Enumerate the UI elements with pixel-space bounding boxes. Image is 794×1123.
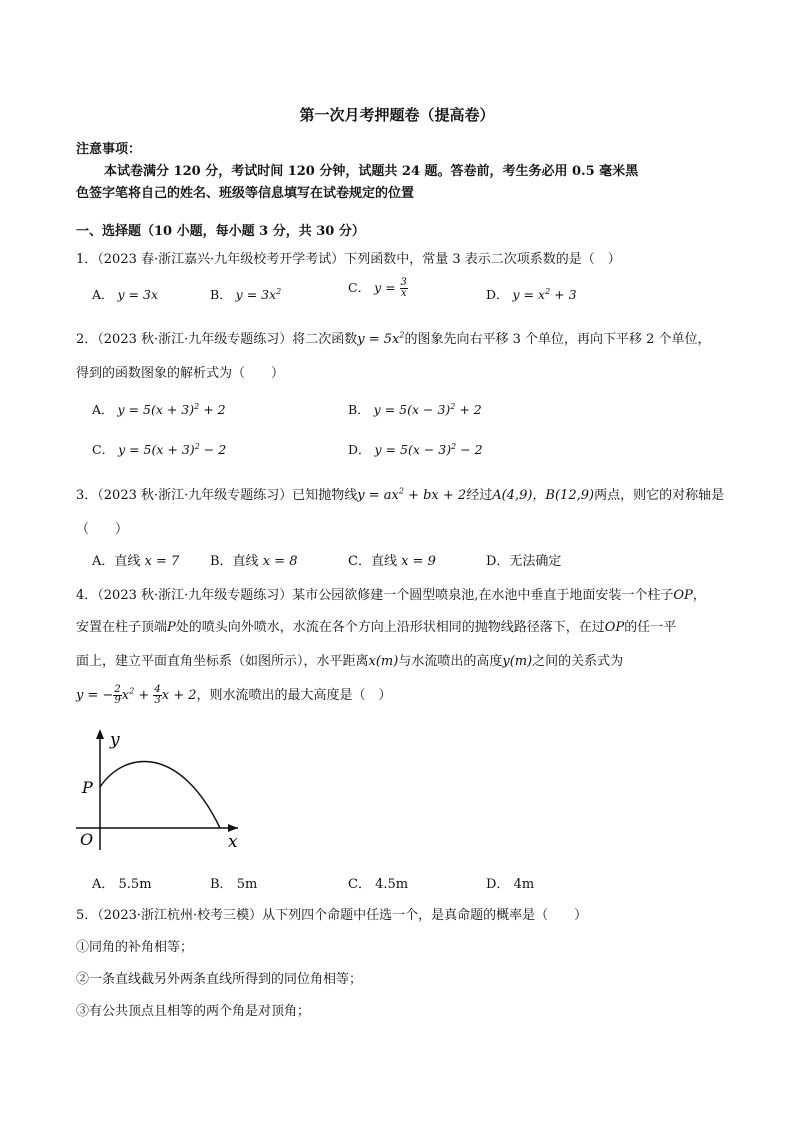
option-letter: B． — [210, 877, 233, 892]
page-title: 第一次月考押题卷（提高卷） — [299, 106, 495, 124]
q2-option-a-formula: $y = 5(x + 3)^2 + 2$ — [117, 401, 226, 417]
q4-option-d-value: 4m — [513, 877, 535, 892]
question-5-stem: 5．（2023·浙江杭州·校考三模）从下列四个命题中任选一个，是真命题的概率是（ ） — [76, 908, 588, 923]
q2-option-d-formula: $y = 5(x - 3)^2 - 2$ — [374, 441, 483, 457]
q1-option-c — [348, 278, 408, 299]
section-heading: 一、选择题（10 小题，每小题 3 分，共 30 分） — [76, 224, 365, 239]
q4-xm: x(m) — [368, 654, 399, 669]
q3-stem-mid: 经过 — [466, 488, 493, 503]
option-text: C．直线 — [348, 554, 397, 569]
q2-function: $y = 5x^2$ — [357, 330, 405, 347]
origin-label: O — [80, 830, 94, 849]
q4-option-d — [486, 873, 534, 892]
q4-line3-pre: 面上，建立平面直角坐标系（如图所示），水平距离 — [76, 654, 369, 669]
q4-line1-pre: 4．（2023 秋·浙江·九年级专题练习）某市公园欲修建一个圆型喷泉池,在水池中垂直于地面安装一个柱子 — [76, 588, 674, 603]
q4-option-a — [92, 873, 152, 892]
q2-option-a — [92, 400, 226, 418]
q1-option-a — [92, 285, 158, 303]
x-axis-label: x — [228, 832, 238, 852]
q2-option-d — [348, 440, 483, 458]
option-letter: D． — [486, 877, 510, 892]
q3-option-c — [348, 550, 436, 569]
y-axis-label: y — [110, 730, 120, 750]
q1-option-d-formula: $y = x^2 + 3$ — [512, 286, 577, 302]
q4-line3-mid: 与水流喷出的高度 — [398, 654, 503, 669]
notice-line-1: 本试卷满分 120 分，考试时间 120 分钟，试题共 24 题。答卷前，考生务必用 0.5 毫米黑 — [104, 164, 639, 179]
question-4-line-2 — [76, 616, 676, 635]
q3-option-a — [92, 550, 179, 569]
option-letter: A． — [92, 877, 115, 892]
question-4-line-3 — [76, 650, 623, 669]
q2-option-c — [92, 440, 226, 458]
q4-line2-mid: 处的喷头向外喷水，水流在各个方向上沿形状相同的抛物线路径落下，在过 — [175, 620, 605, 635]
option-text: A．直线 — [92, 554, 141, 569]
question-4-line-4 — [76, 684, 392, 706]
option-letter: B． — [210, 287, 232, 302]
x-axis-arrow — [228, 824, 238, 832]
point-p-label: P — [82, 778, 93, 797]
question-2-stem-2: 得到的函数图象的解析式为（ ） — [76, 366, 285, 381]
q4-ym: y(m) — [502, 654, 533, 669]
q1-option-a-formula: y = 3x — [117, 287, 159, 302]
q4-line2-pre: 安置在柱子顶端 — [76, 620, 168, 635]
q4-line3-post: 之间的关系式为 — [532, 654, 624, 669]
q3-option-b — [210, 550, 297, 569]
q5-proposition-2: ②一条直线截另外两条直线所得到的同位角相等； — [76, 972, 363, 987]
question-3-stem-2: （ ） — [76, 522, 129, 537]
q3-option-d: D．无法确定 — [486, 554, 562, 569]
q4-option-c-value: 4.5m — [375, 877, 409, 892]
q4-line4-post: ，则水流喷出的最大高度是（ ） — [196, 688, 392, 703]
q3-option-b-formula: x = 8 — [262, 554, 298, 569]
q5-proposition-1: ①同角的补角相等； — [76, 940, 194, 955]
q1-option-c-formula: y = $\frac{3}{x}$ — [374, 277, 407, 299]
q4-line2-post: 的任一平 — [624, 620, 677, 635]
q3-points: A(4,9)，B(12,9) — [492, 488, 595, 503]
q2-stem-post: 的图象先向右平移 3 个单位，再向下平移 2 个单位， — [404, 332, 711, 347]
q2-option-b-formula: $y = 5(x - 3)^2 + 2$ — [373, 401, 482, 417]
q4-line1-var: OP — [673, 588, 693, 603]
question-2-stem — [76, 328, 711, 347]
option-letter: A． — [92, 287, 114, 302]
q4-option-a-value: 5.5m — [118, 877, 152, 892]
q4-line2-point: P — [167, 620, 176, 635]
q2-option-c-formula: $y = 5(x + 3)^2 - 2$ — [118, 441, 227, 457]
q3-option-a-formula: x = 7 — [144, 554, 180, 569]
option-letter: C． — [348, 280, 371, 295]
notice-heading: 注意事项： — [76, 142, 142, 157]
q4-option-b-value: 5m — [236, 877, 258, 892]
q3-stem-post: 两点，则它的对称轴是 — [594, 488, 725, 503]
option-letter: A． — [92, 402, 114, 417]
q2-stem-pre: 2．（2023 秋·浙江·九年级专题练习）将二次函数 — [76, 332, 358, 347]
question-3-stem — [76, 484, 724, 503]
parabola-curve — [100, 761, 220, 828]
q3-stem-pre: 3．（2023 秋·浙江·九年级专题练习）已知抛物线 — [76, 488, 358, 503]
question-4-line-1: 4．（2023 秋·浙江·九年级专题练习）某市公园欲修建一个圆型喷泉池,在水池中垂直于地面安装一个柱子OP， — [76, 588, 706, 603]
question-1-stem: 1．（2023 春·浙江嘉兴·九年级校考开学考试）下列函数中，常量 3 表示二次项系数的是（ ） — [76, 252, 621, 267]
y-axis-arrow — [96, 729, 104, 739]
q1-option-b — [210, 285, 281, 303]
q1-option-d — [486, 285, 577, 303]
notice-line-2: 色签字笔将自己的姓名、班级等信息填写在试卷规定的位置 — [76, 186, 415, 201]
q2-option-b — [348, 400, 482, 418]
q4-line2-var: OP — [604, 620, 625, 635]
option-letter: B． — [348, 402, 370, 417]
q4-option-b — [210, 873, 257, 892]
option-letter: D． — [486, 287, 509, 302]
option-letter: C． — [348, 877, 371, 892]
option-letter: C． — [92, 442, 115, 457]
q5-proposition-3: ③有公共顶点且相等的两个角是对顶角； — [76, 1004, 311, 1019]
option-letter: D． — [348, 442, 371, 457]
q4-relation: y = − $\frac{2}{9}$ $x^2$ + $\frac{4}{3}$ x + 2 — [76, 684, 197, 706]
option-text: B．直线 — [210, 554, 259, 569]
q1-option-b-formula: $y = 3x^2$ — [235, 286, 282, 302]
q4-option-c — [348, 873, 408, 892]
fountain-figure — [70, 725, 250, 855]
q3-parabola: $y = ax^2$ + bx + 2 — [357, 486, 467, 503]
q3-option-c-formula: x = 9 — [401, 554, 436, 569]
